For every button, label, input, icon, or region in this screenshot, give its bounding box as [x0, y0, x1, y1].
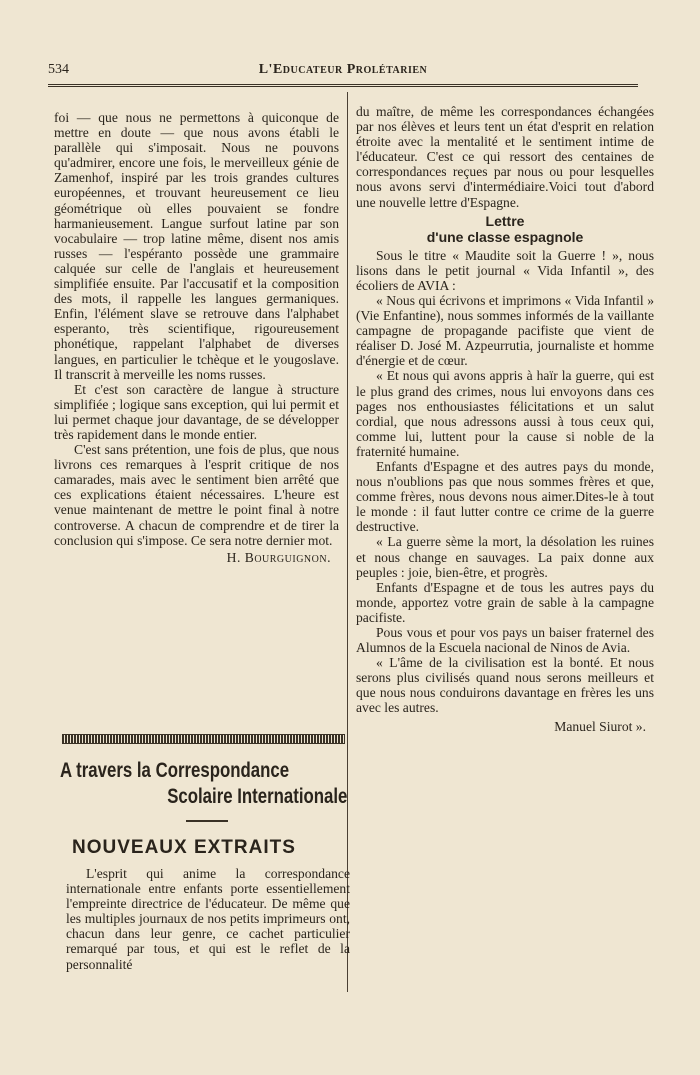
- section-title-line-1: A travers la Correspondance: [60, 759, 290, 782]
- paragraph: « Nous qui écrivons et imprimons « Vida Infantil » (Vie Enfantine), nous sommes informés de la vaillante campagne de propagande pacifiste que vient de réaliser D. José M. Azpeurrutia, journaliste et homme d'énergie et de cœur.: [356, 292, 654, 369]
- left-column-top: [54, 110, 339, 565]
- short-rule: [186, 820, 228, 822]
- running-title: L'Educateur Prolétarien: [258, 62, 428, 77]
- paragraph: Pous vous et pour vos pays un baiser fraternel des Alumnos de la Escuela nacional de Ninos de Avia.: [356, 625, 654, 656]
- letter-signature: Manuel Siurot ».: [554, 718, 646, 734]
- paragraph: Enfants d'Espagne et des autres pays du monde, nous n'oublions pas que nous sommes frères et que, comme frères, nous devons nous aimer.Dites-le à tout le monde : il faut lutter contre ce crime de la guerre destructive.: [356, 458, 654, 535]
- ornamental-rule: [62, 734, 345, 744]
- author-signature: H. Bourguignon.: [226, 549, 331, 565]
- paragraph: L'esprit qui anime la correspondance internationale entre enfants porte essentiellement l'empreinte directrice de l'éducateur. De même que les multiples journaux de nos petits imprimeurs ont, chacun dans leur genre, ce cachet particulier remarqué par tous, et qui est le reflet de la personnalité: [66, 866, 350, 972]
- page-number: 534: [48, 62, 69, 77]
- column-divider: [347, 92, 348, 992]
- paragraph: « La guerre sème la mort, la désolation les ruines et nous change en sauvages. La paix donne aux peuples : joie, bien-être, et progrès.: [356, 534, 654, 580]
- paragraph: « Et nous qui avons appris à haïr la guerre, qui est le plus grand des crimes, nous lui envoyons dans ces pages nos enthousiastes félicitations et un salut cordial, que nous adressons aussi à tous ceux qui, comme lui, luttent pour la cause si noble de la fraternité humaine.: [356, 368, 654, 459]
- paragraph: Sous le titre « Maudite soit la Guerre ! », nous lisons dans le petit journal « Vida Infantil », des écoliers de AVIA :: [356, 247, 654, 293]
- page-header: [48, 62, 638, 82]
- paragraph: du maître, de même les correspondances échangées par nos élèves et leurs tent un état d'esprit en relation étroite avec la mentalité et le sentiment intime de l'éducateur. C'est ce qui ressort des centaines de correspondances reçues par nous ou pour lesquelles nous avons servi d'intermédiaire.Voici tout d'abord une nouvelle lettre d'Espagne.: [356, 104, 654, 210]
- paragraph: foi — que nous ne permettons à quiconque de mettre en doute — que nous avons établi le parallèle qui s'imposait. Nous ne pouvons qu'admirer, encore une fois, le merveilleux génie de Zamenhof, inspiré par les trois grandes cultures européennes, et trouvant heureusement ce lieu géométrique où elles pouvaient se fondre harmanieusement. Langue surfout latine par son vocabulaire — trop latine même, disent nos amis russes — l'espéranto possède une grammaire calquée sur celle de l'anglais et heureusement simplifiée ensuite. Par l'accusatif et la composition des mots, il rappelle les langues germaniques. Enfin, l'élément slave se retrouve dans l'alphabet esperanto, très scientifique, rigoureusement phonétique, rappelant l'alphabet de diverses langues, en particulier le tchèque et le yougoslave. Il transcrit à merveille les noms russes.: [54, 110, 339, 382]
- letter-heading: [356, 213, 654, 245]
- paragraph: C'est sans prétention, une fois de plus, que nous livrons ces remarques à l'esprit critique de nos camarades, mais avec le sentiment bien arrêté que ces explications étaient nécessaires. L'heure est venue maintenant de mettre le point final à notre controverse. A chacun de comprendre et de tirer la conclusion qui s'impose. Ce sera notre dernier mot.: [54, 442, 339, 548]
- letter-heading-line-2: d'une classe espagnole: [426, 228, 584, 245]
- left-column-bottom: [66, 866, 350, 972]
- section-title: [60, 758, 350, 810]
- letter-heading-line-1: Lettre: [485, 212, 525, 229]
- header-rule: [48, 84, 638, 87]
- subsection-title: NOUVEAUX EXTRAITS: [72, 837, 296, 858]
- paragraph: « L'âme de la civilisation est la bonté. Et nous serons plus civilisés quand nous serons meilleurs et que nous nous conduirons davantage en frères les uns avec les autres.: [356, 655, 654, 716]
- paragraph: Et c'est son caractère de langue à structure simplifiée ; logique sans exception, qui lui permit et lui permet chaque jour davantage, de se développer très rapidement dans le monde entier.: [54, 381, 339, 442]
- section-title-line-2: Scolaire Internationale: [167, 785, 348, 808]
- paragraph: Enfants d'Espagne et de tous les autres pays du monde, apportez votre grain de sable à la campagne pacifiste.: [356, 579, 654, 625]
- right-column: [356, 104, 654, 734]
